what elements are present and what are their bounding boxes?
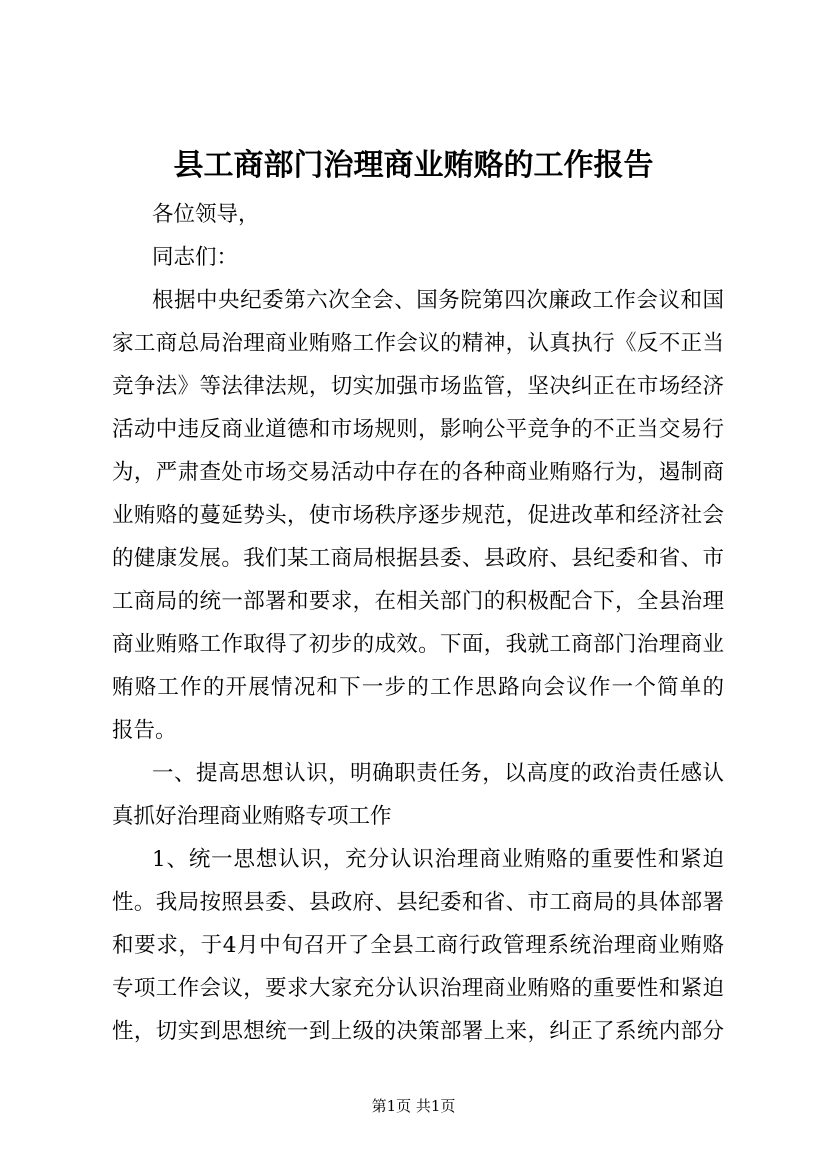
paragraph-line: 家工商总局治理商业贿赂工作会议的精神，认真执行《反不正当 xyxy=(112,331,724,356)
salutation-line: 同志们： xyxy=(152,245,239,270)
paragraph-line: 根据中央纪委第六次全会、国务院第四次廉政工作会议和国 xyxy=(152,288,724,313)
paragraph-line: 贿赂工作的开展情况和下一步的工作思路向会议作一个简单的 xyxy=(112,675,724,700)
section-heading-line: 一、提高思想认识，明确职责任务，以高度的政治责任感认 xyxy=(152,761,724,786)
page-footer: 第1页 共1页 xyxy=(371,1097,456,1115)
paragraph-line: 报告。 xyxy=(112,718,177,743)
paragraph-line: 性，切实到思想统一到上级的决策部署上来，纠正了系统内部分 xyxy=(112,1019,724,1044)
paragraph-line: 竞争法》等法律法规，切实加强市场监管，坚决纠正在市场经济 xyxy=(112,374,724,399)
paragraph-line: 1、统一思想认识，充分认识治理商业贿赂的重要性和紧迫 xyxy=(152,847,724,872)
section-heading-line: 真抓好治理商业贿赂专项工作 xyxy=(112,804,392,829)
paragraph-line: 性。我局按照县委、县政府、县纪委和省、市工商局的具体部署 xyxy=(112,890,724,915)
salutation-line: 各位领导， xyxy=(152,202,260,227)
paragraph-line: 专项工作会议，要求大家充分认识治理商业贿赂的重要性和紧迫 xyxy=(112,976,724,1001)
document-body xyxy=(112,193,724,1053)
paragraph-line: 商业贿赂工作取得了初步的成效。下面，我就工商部门治理商业 xyxy=(112,632,724,657)
paragraph-line: 和要求，于4月中旬召开了全县工商行政管理系统治理商业贿赂 xyxy=(112,933,724,958)
paragraph-line: 的健康发展。我们某工商局根据县委、县政府、县纪委和省、市 xyxy=(112,546,724,571)
document-title: 县工商部门治理商业贿赂的工作报告 xyxy=(173,148,654,183)
paragraph-line: 为，严肃查处市场交易活动中存在的各种商业贿赂行为，遏制商 xyxy=(112,460,724,485)
paragraph-line: 业贿赂的蔓延势头，使市场秩序逐步规范，促进改革和经济社会 xyxy=(112,503,724,528)
paragraph-line: 活动中违反商业道德和市场规则，影响公平竞争的不正当交易行 xyxy=(112,417,724,442)
paragraph-line: 工商局的统一部署和要求，在相关部门的积极配合下，全县治理 xyxy=(112,589,724,614)
